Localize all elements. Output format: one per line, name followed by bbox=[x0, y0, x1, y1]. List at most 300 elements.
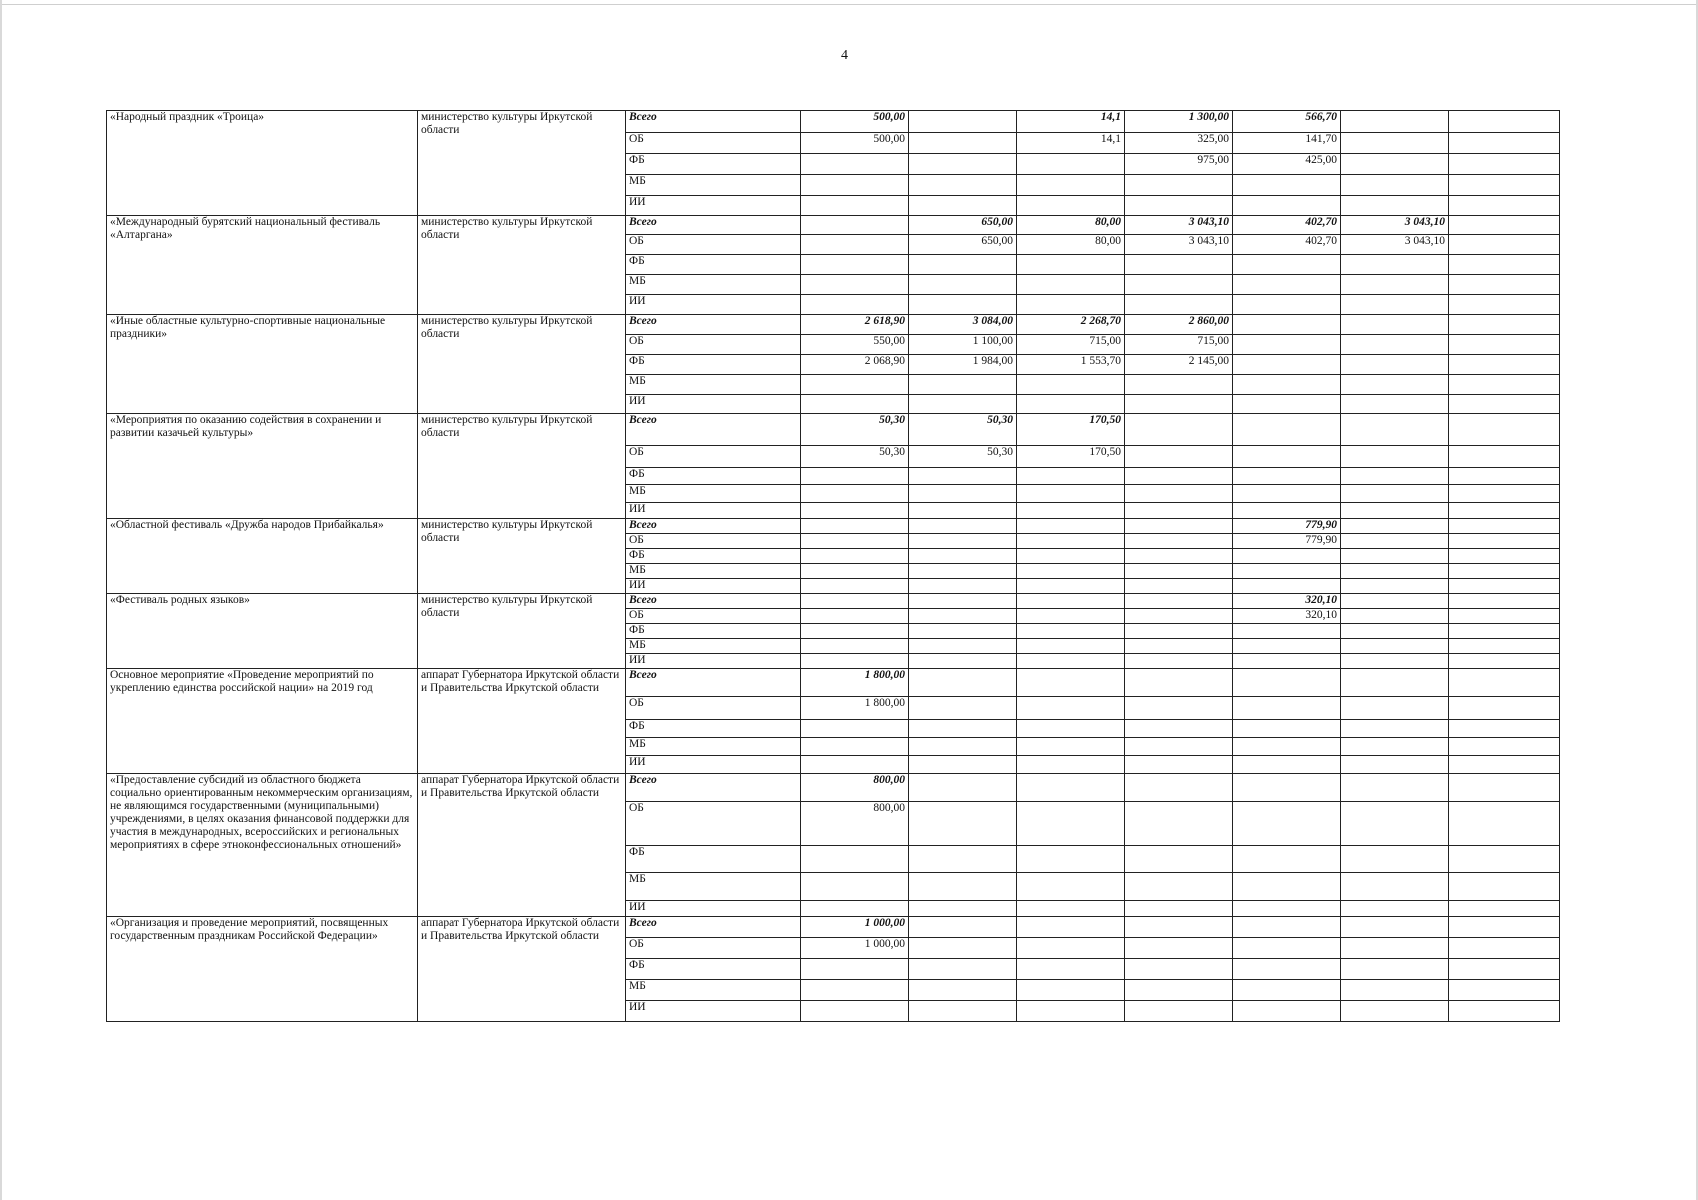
funding-source-cell: МБ bbox=[626, 175, 801, 196]
funding-source-cell: Всего bbox=[626, 669, 801, 697]
amount-cell bbox=[1017, 624, 1125, 639]
amount-cell bbox=[801, 485, 909, 503]
amount-cell bbox=[1449, 938, 1560, 959]
amount-cell: 2 068,90 bbox=[801, 355, 909, 375]
amount-cell: 500,00 bbox=[801, 133, 909, 154]
amount-cell bbox=[1449, 1001, 1560, 1022]
amount-cell bbox=[1125, 959, 1233, 980]
funding-source-cell: ОБ bbox=[626, 235, 801, 255]
amount-cell bbox=[1341, 938, 1449, 959]
amount-cell bbox=[909, 154, 1017, 175]
amount-cell bbox=[1125, 756, 1233, 774]
amount-cell: 402,70 bbox=[1233, 216, 1341, 235]
amount-cell bbox=[909, 549, 1017, 564]
page-number: 4 bbox=[841, 48, 848, 63]
amount-cell bbox=[1017, 609, 1125, 624]
amount-cell: 1 300,00 bbox=[1125, 111, 1233, 133]
funding-table-body bbox=[107, 111, 1560, 1022]
amount-cell bbox=[1449, 175, 1560, 196]
funding-source-cell: ОБ bbox=[626, 609, 801, 624]
amount-cell: 1 553,70 bbox=[1017, 355, 1125, 375]
amount-cell bbox=[801, 564, 909, 579]
amount-cell bbox=[909, 802, 1017, 846]
amount-cell bbox=[909, 624, 1017, 639]
amount-cell bbox=[1449, 564, 1560, 579]
amount-cell bbox=[1341, 295, 1449, 315]
amount-cell bbox=[801, 375, 909, 395]
amount-cell bbox=[1017, 503, 1125, 519]
event-name-cell: «Областной фестиваль «Дружба народов Прибайкалья» bbox=[107, 519, 418, 594]
amount-cell bbox=[1233, 355, 1341, 375]
table-row bbox=[107, 774, 1560, 802]
amount-cell bbox=[1125, 846, 1233, 873]
amount-cell bbox=[1125, 639, 1233, 654]
amount-cell: 1 000,00 bbox=[801, 917, 909, 938]
amount-cell bbox=[1125, 534, 1233, 549]
amount-cell bbox=[1233, 624, 1341, 639]
amount-cell bbox=[909, 375, 1017, 395]
funding-source-cell: ИИ bbox=[626, 503, 801, 519]
event-name-cell: «Мероприятия по оказанию содействия в сохранении и развитии казачьей культуры» bbox=[107, 414, 418, 519]
amount-cell bbox=[909, 654, 1017, 669]
amount-cell bbox=[801, 196, 909, 216]
amount-cell bbox=[909, 564, 1017, 579]
amount-cell bbox=[1125, 594, 1233, 609]
table-row bbox=[107, 315, 1560, 335]
amount-cell bbox=[801, 980, 909, 1001]
executor-cell: аппарат Губернатора Иркутской области и Правительства Иркутской области bbox=[418, 669, 626, 774]
table-row bbox=[107, 917, 1560, 938]
funding-source-cell: МБ bbox=[626, 980, 801, 1001]
amount-cell bbox=[1017, 846, 1125, 873]
amount-cell bbox=[1017, 255, 1125, 275]
amount-cell bbox=[909, 774, 1017, 802]
amount-cell bbox=[1233, 196, 1341, 216]
amount-cell bbox=[909, 519, 1017, 534]
amount-cell bbox=[1341, 756, 1449, 774]
event-name-cell: «Организация и проведение мероприятий, посвященных государственным праздникам Российской Федерации» bbox=[107, 917, 418, 1022]
amount-cell bbox=[1233, 485, 1341, 503]
funding-source-cell: МБ bbox=[626, 485, 801, 503]
table-row bbox=[107, 216, 1560, 235]
amount-cell: 325,00 bbox=[1125, 133, 1233, 154]
amount-cell: 425,00 bbox=[1233, 154, 1341, 175]
amount-cell bbox=[1233, 375, 1341, 395]
amount-cell: 50,30 bbox=[909, 446, 1017, 468]
amount-cell bbox=[1449, 774, 1560, 802]
amount-cell bbox=[1449, 315, 1560, 335]
amount-cell bbox=[1017, 802, 1125, 846]
amount-cell bbox=[1233, 917, 1341, 938]
amount-cell: 170,50 bbox=[1017, 414, 1125, 446]
funding-source-cell: ИИ bbox=[626, 295, 801, 315]
amount-cell bbox=[1341, 133, 1449, 154]
amount-cell: 650,00 bbox=[909, 235, 1017, 255]
funding-source-cell: Всего bbox=[626, 519, 801, 534]
amount-cell bbox=[1449, 697, 1560, 720]
amount-cell bbox=[909, 594, 1017, 609]
amount-cell: 779,90 bbox=[1233, 534, 1341, 549]
amount-cell bbox=[801, 519, 909, 534]
funding-source-cell: МБ bbox=[626, 275, 801, 295]
amount-cell bbox=[909, 133, 1017, 154]
amount-cell bbox=[1125, 938, 1233, 959]
amount-cell bbox=[1125, 609, 1233, 624]
amount-cell: 80,00 bbox=[1017, 216, 1125, 235]
amount-cell bbox=[1449, 235, 1560, 255]
amount-cell bbox=[1449, 255, 1560, 275]
amount-cell: 80,00 bbox=[1017, 235, 1125, 255]
amount-cell bbox=[909, 901, 1017, 917]
table-row bbox=[107, 414, 1560, 446]
funding-source-cell: ОБ bbox=[626, 133, 801, 154]
funding-table bbox=[106, 110, 1560, 1022]
amount-cell bbox=[801, 959, 909, 980]
amount-cell bbox=[1341, 335, 1449, 355]
funding-source-cell: ИИ bbox=[626, 756, 801, 774]
amount-cell bbox=[1449, 196, 1560, 216]
amount-cell: 1 800,00 bbox=[801, 697, 909, 720]
amount-cell bbox=[1341, 414, 1449, 446]
amount-cell bbox=[1449, 669, 1560, 697]
executor-cell: министерство культуры Иркутской области bbox=[418, 594, 626, 669]
amount-cell bbox=[1449, 720, 1560, 738]
amount-cell bbox=[1449, 111, 1560, 133]
event-name-cell: «Иные областные культурно-спортивные национальные праздники» bbox=[107, 315, 418, 414]
amount-cell bbox=[1125, 468, 1233, 485]
amount-cell bbox=[1017, 917, 1125, 938]
amount-cell bbox=[1449, 355, 1560, 375]
amount-cell bbox=[1341, 355, 1449, 375]
amount-cell bbox=[1341, 594, 1449, 609]
amount-cell bbox=[1017, 654, 1125, 669]
amount-cell bbox=[909, 738, 1017, 756]
amount-cell bbox=[1233, 697, 1341, 720]
amount-cell bbox=[1449, 133, 1560, 154]
amount-cell bbox=[1341, 917, 1449, 938]
amount-cell: 715,00 bbox=[1017, 335, 1125, 355]
amount-cell bbox=[801, 295, 909, 315]
amount-cell bbox=[1233, 639, 1341, 654]
amount-cell bbox=[1125, 485, 1233, 503]
table-row bbox=[107, 111, 1560, 133]
amount-cell bbox=[1125, 275, 1233, 295]
amount-cell bbox=[1125, 414, 1233, 446]
funding-source-cell: МБ bbox=[626, 639, 801, 654]
amount-cell: 715,00 bbox=[1125, 335, 1233, 355]
amount-cell bbox=[801, 175, 909, 196]
amount-cell bbox=[1341, 395, 1449, 414]
amount-cell bbox=[1125, 446, 1233, 468]
funding-source-cell: МБ bbox=[626, 738, 801, 756]
amount-cell bbox=[1233, 738, 1341, 756]
amount-cell bbox=[1449, 335, 1560, 355]
amount-cell bbox=[1125, 774, 1233, 802]
amount-cell: 2 860,00 bbox=[1125, 315, 1233, 335]
funding-source-cell: ФБ bbox=[626, 255, 801, 275]
amount-cell: 50,30 bbox=[909, 414, 1017, 446]
amount-cell bbox=[1449, 959, 1560, 980]
amount-cell: 1 984,00 bbox=[909, 355, 1017, 375]
amount-cell bbox=[1341, 738, 1449, 756]
funding-source-cell: ОБ bbox=[626, 697, 801, 720]
amount-cell bbox=[1017, 594, 1125, 609]
executor-cell: министерство культуры Иркутской области bbox=[418, 315, 626, 414]
amount-cell bbox=[909, 468, 1017, 485]
executor-cell: аппарат Губернатора Иркутской области и Правительства Иркутской области bbox=[418, 917, 626, 1022]
executor-cell: министерство культуры Иркутской области bbox=[418, 111, 626, 216]
amount-cell bbox=[1449, 624, 1560, 639]
amount-cell bbox=[1017, 295, 1125, 315]
amount-cell bbox=[909, 295, 1017, 315]
amount-cell bbox=[909, 959, 1017, 980]
amount-cell bbox=[1341, 519, 1449, 534]
funding-source-cell: Всего bbox=[626, 594, 801, 609]
amount-cell bbox=[1341, 534, 1449, 549]
amount-cell bbox=[1341, 669, 1449, 697]
funding-source-cell: ОБ bbox=[626, 446, 801, 468]
funding-source-cell: ИИ bbox=[626, 901, 801, 917]
amount-cell bbox=[1233, 468, 1341, 485]
amount-cell bbox=[1341, 697, 1449, 720]
amount-cell bbox=[1125, 917, 1233, 938]
amount-cell bbox=[909, 697, 1017, 720]
amount-cell bbox=[1233, 654, 1341, 669]
amount-cell bbox=[1125, 395, 1233, 414]
amount-cell bbox=[1233, 503, 1341, 519]
amount-cell bbox=[909, 275, 1017, 295]
amount-cell bbox=[1233, 414, 1341, 446]
funding-source-cell: ОБ bbox=[626, 938, 801, 959]
amount-cell bbox=[1017, 873, 1125, 901]
amount-cell: 975,00 bbox=[1125, 154, 1233, 175]
amount-cell bbox=[1449, 275, 1560, 295]
funding-source-cell: ФБ bbox=[626, 959, 801, 980]
amount-cell bbox=[909, 395, 1017, 414]
amount-cell bbox=[1449, 395, 1560, 414]
amount-cell bbox=[1233, 335, 1341, 355]
amount-cell bbox=[801, 579, 909, 594]
amount-cell bbox=[1233, 395, 1341, 414]
amount-cell bbox=[1125, 669, 1233, 697]
amount-cell bbox=[1017, 1001, 1125, 1022]
amount-cell: 800,00 bbox=[801, 774, 909, 802]
amount-cell bbox=[801, 594, 909, 609]
amount-cell: 14,1 bbox=[1017, 111, 1125, 133]
executor-cell: министерство культуры Иркутской области bbox=[418, 519, 626, 594]
amount-cell bbox=[1449, 609, 1560, 624]
amount-cell: 550,00 bbox=[801, 335, 909, 355]
amount-cell bbox=[1017, 720, 1125, 738]
amount-cell bbox=[909, 873, 1017, 901]
amount-cell bbox=[1233, 564, 1341, 579]
scan-top-rule bbox=[0, 4, 1698, 5]
funding-source-cell: Всего bbox=[626, 315, 801, 335]
amount-cell bbox=[1449, 295, 1560, 315]
amount-cell bbox=[1233, 873, 1341, 901]
amount-cell bbox=[909, 255, 1017, 275]
amount-cell bbox=[1449, 802, 1560, 846]
amount-cell bbox=[1233, 720, 1341, 738]
amount-cell bbox=[1017, 738, 1125, 756]
amount-cell: 3 043,10 bbox=[1125, 235, 1233, 255]
amount-cell bbox=[1125, 295, 1233, 315]
amount-cell bbox=[1017, 549, 1125, 564]
amount-cell bbox=[801, 654, 909, 669]
amount-cell bbox=[1449, 414, 1560, 446]
funding-source-cell: ИИ bbox=[626, 654, 801, 669]
funding-source-cell: ФБ bbox=[626, 624, 801, 639]
amount-cell bbox=[1449, 446, 1560, 468]
amount-cell bbox=[1341, 375, 1449, 395]
amount-cell bbox=[909, 917, 1017, 938]
amount-cell: 779,90 bbox=[1233, 519, 1341, 534]
amount-cell bbox=[1449, 980, 1560, 1001]
amount-cell bbox=[1125, 624, 1233, 639]
amount-cell: 2 618,90 bbox=[801, 315, 909, 335]
event-name-cell: «Международный бурятский национальный фестиваль «Алтаргана» bbox=[107, 216, 418, 315]
amount-cell bbox=[1017, 468, 1125, 485]
amount-cell bbox=[1233, 446, 1341, 468]
amount-cell: 566,70 bbox=[1233, 111, 1341, 133]
amount-cell bbox=[1017, 519, 1125, 534]
amount-cell bbox=[1017, 639, 1125, 654]
amount-cell bbox=[1341, 609, 1449, 624]
funding-source-cell: ФБ bbox=[626, 468, 801, 485]
amount-cell: 2 145,00 bbox=[1125, 355, 1233, 375]
executor-cell: аппарат Губернатора Иркутской области и Правительства Иркутской области bbox=[418, 774, 626, 917]
amount-cell bbox=[1125, 564, 1233, 579]
amount-cell bbox=[801, 235, 909, 255]
amount-cell bbox=[1017, 196, 1125, 216]
amount-cell bbox=[1017, 579, 1125, 594]
amount-cell bbox=[1341, 549, 1449, 564]
amount-cell bbox=[1233, 938, 1341, 959]
amount-cell bbox=[1125, 720, 1233, 738]
amount-cell bbox=[801, 609, 909, 624]
funding-source-cell: ОБ bbox=[626, 802, 801, 846]
amount-cell bbox=[1125, 579, 1233, 594]
funding-source-cell: МБ bbox=[626, 564, 801, 579]
amount-cell bbox=[1341, 255, 1449, 275]
amount-cell bbox=[1341, 154, 1449, 175]
amount-cell bbox=[1017, 774, 1125, 802]
amount-cell bbox=[1017, 697, 1125, 720]
funding-source-cell: ОБ bbox=[626, 335, 801, 355]
funding-source-cell: ИИ bbox=[626, 395, 801, 414]
amount-cell bbox=[1341, 446, 1449, 468]
amount-cell bbox=[909, 669, 1017, 697]
amount-cell bbox=[1125, 802, 1233, 846]
amount-cell bbox=[909, 639, 1017, 654]
amount-cell bbox=[1125, 196, 1233, 216]
amount-cell bbox=[1341, 846, 1449, 873]
funding-source-cell: ФБ bbox=[626, 720, 801, 738]
amount-cell bbox=[909, 846, 1017, 873]
amount-cell bbox=[909, 196, 1017, 216]
amount-cell bbox=[1125, 549, 1233, 564]
amount-cell bbox=[1017, 275, 1125, 295]
amount-cell bbox=[1017, 756, 1125, 774]
amount-cell bbox=[801, 1001, 909, 1022]
amount-cell bbox=[801, 738, 909, 756]
amount-cell bbox=[1449, 468, 1560, 485]
amount-cell bbox=[1341, 802, 1449, 846]
amount-cell bbox=[1233, 959, 1341, 980]
amount-cell bbox=[909, 111, 1017, 133]
amount-cell bbox=[1233, 846, 1341, 873]
amount-cell bbox=[801, 154, 909, 175]
amount-cell bbox=[1017, 901, 1125, 917]
amount-cell bbox=[801, 901, 909, 917]
executor-cell: министерство культуры Иркутской области bbox=[418, 216, 626, 315]
amount-cell bbox=[1017, 375, 1125, 395]
amount-cell bbox=[909, 534, 1017, 549]
amount-cell bbox=[1341, 1001, 1449, 1022]
funding-source-cell: ИИ bbox=[626, 1001, 801, 1022]
amount-cell bbox=[1017, 959, 1125, 980]
amount-cell bbox=[1341, 624, 1449, 639]
amount-cell bbox=[801, 624, 909, 639]
amount-cell: 1 100,00 bbox=[909, 335, 1017, 355]
amount-cell bbox=[1449, 503, 1560, 519]
scan-left-edge bbox=[0, 0, 2, 1200]
amount-cell bbox=[909, 609, 1017, 624]
funding-source-cell: Всего bbox=[626, 774, 801, 802]
amount-cell bbox=[1233, 980, 1341, 1001]
amount-cell bbox=[909, 980, 1017, 1001]
amount-cell bbox=[1125, 697, 1233, 720]
amount-cell bbox=[1233, 175, 1341, 196]
amount-cell bbox=[909, 485, 1017, 503]
funding-source-cell: МБ bbox=[626, 873, 801, 901]
amount-cell bbox=[1125, 873, 1233, 901]
amount-cell bbox=[1125, 738, 1233, 756]
amount-cell bbox=[1233, 802, 1341, 846]
amount-cell bbox=[801, 468, 909, 485]
amount-cell bbox=[801, 503, 909, 519]
amount-cell: 50,30 bbox=[801, 446, 909, 468]
amount-cell bbox=[1341, 485, 1449, 503]
amount-cell bbox=[801, 275, 909, 295]
amount-cell bbox=[1341, 579, 1449, 594]
amount-cell bbox=[1233, 315, 1341, 335]
amount-cell bbox=[1449, 639, 1560, 654]
funding-source-cell: Всего bbox=[626, 414, 801, 446]
amount-cell bbox=[1341, 873, 1449, 901]
amount-cell: 500,00 bbox=[801, 111, 909, 133]
amount-cell bbox=[1017, 980, 1125, 1001]
amount-cell bbox=[1233, 1001, 1341, 1022]
amount-cell bbox=[1341, 196, 1449, 216]
amount-cell bbox=[1341, 468, 1449, 485]
amount-cell bbox=[1125, 519, 1233, 534]
amount-cell: 3 084,00 bbox=[909, 315, 1017, 335]
amount-cell bbox=[1341, 564, 1449, 579]
table-row bbox=[107, 669, 1560, 697]
funding-source-cell: Всего bbox=[626, 917, 801, 938]
amount-cell bbox=[801, 873, 909, 901]
funding-source-cell: МБ bbox=[626, 375, 801, 395]
amount-cell bbox=[801, 395, 909, 414]
amount-cell bbox=[1017, 669, 1125, 697]
amount-cell bbox=[1449, 873, 1560, 901]
amount-cell bbox=[1125, 980, 1233, 1001]
amount-cell bbox=[1017, 395, 1125, 414]
amount-cell bbox=[1125, 654, 1233, 669]
funding-source-cell: ФБ bbox=[626, 154, 801, 175]
amount-cell bbox=[1017, 938, 1125, 959]
